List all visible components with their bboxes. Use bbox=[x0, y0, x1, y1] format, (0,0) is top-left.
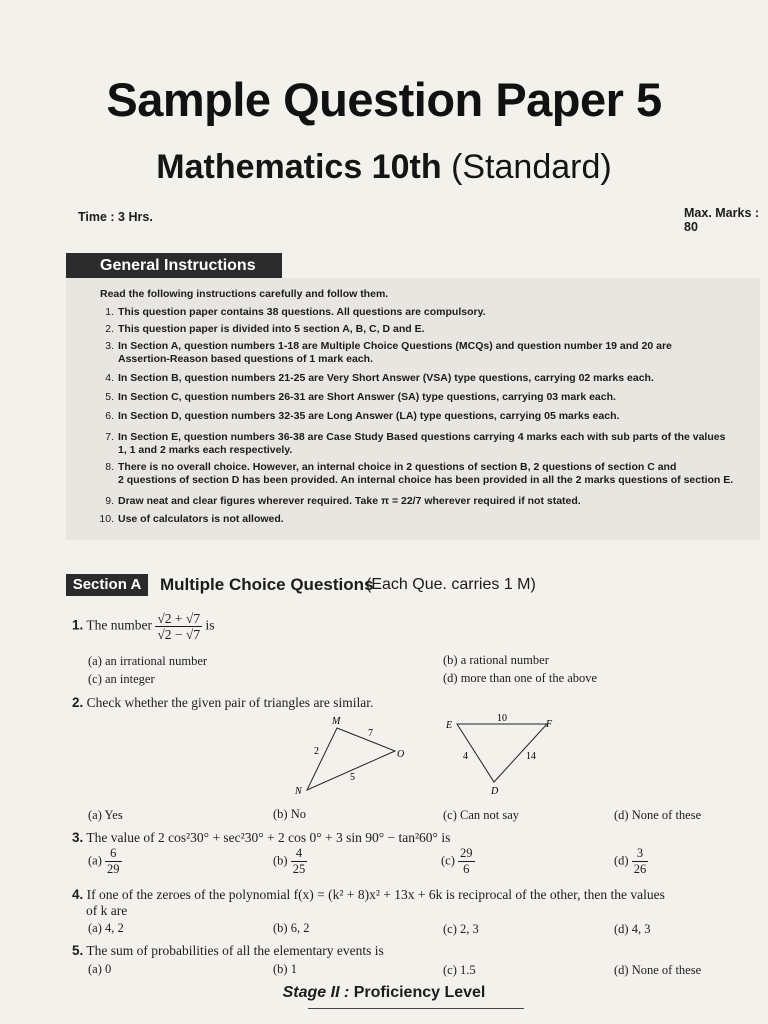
instructions-heading: General Instructions bbox=[66, 253, 282, 278]
vertex-o-label: O bbox=[397, 749, 405, 760]
vertex-f-label: F bbox=[546, 719, 553, 730]
q1-option-b: (b) a rational number bbox=[443, 653, 549, 667]
instruction-item: 9. Draw neat and clear figures wherever required. Take π = 22/7 wherever required if not stated. bbox=[105, 495, 581, 507]
side-mo-label: 7 bbox=[368, 728, 373, 739]
footer-level: Proficiency Level bbox=[353, 984, 486, 1001]
q4-option-b: (b) 6, 2 bbox=[273, 921, 310, 935]
q2-option-d: (d) None of these bbox=[614, 808, 702, 822]
q1-option-a: (a) an irrational number bbox=[88, 654, 208, 668]
question-3: 3. The value of 2 cos²30° + sec²30° + 2 cos 0° + 3 sin 90° − tan²60° is bbox=[72, 830, 451, 845]
side-ed-label: 4 bbox=[463, 751, 468, 762]
q3-option-c: (c) $\frac{29}{6}$ bbox=[441, 846, 473, 876]
q5-option-c: (c) 1.5 bbox=[443, 963, 476, 977]
q4-option-a: (a) 4, 2 bbox=[88, 921, 124, 935]
instruction-item: 8. There is no overall choice. However, an internal choice in 2 questions of section B, 2 questions of section C and 2 questions of section D has been provided. An internal choice has been provided in all the 2 marks questions of section E. bbox=[105, 461, 734, 486]
q3-option-a: (a) $\frac{6}{29}$ bbox=[88, 846, 120, 876]
side-mn-label: 2 bbox=[314, 746, 319, 757]
paper-title: Sample Question Paper 5 bbox=[106, 73, 662, 126]
triangle-efd bbox=[445, 713, 553, 797]
vertex-n-label: N bbox=[295, 786, 302, 797]
instruction-item: 1. This question paper contains 38 questions. All questions are compulsory. bbox=[105, 306, 486, 318]
max-marks: Max. Marks : 80 bbox=[684, 206, 760, 234]
vertex-d-label: D bbox=[491, 786, 499, 797]
triangle-mno bbox=[294, 716, 404, 797]
q2-option-a: (a) Yes bbox=[88, 808, 123, 822]
question-1: 1. The number $\frac{√2 + √7}{√2 - √7}$ is bbox=[72, 611, 215, 642]
q5-option-a: (a) 0 bbox=[88, 962, 112, 976]
instruction-item: 7. In Section E, question numbers 36-38 are Case Study Based questions carrying 4 marks each with sub parts of the values 1, 1 and 2 marks each respectively. bbox=[105, 431, 726, 456]
side-fd-label: 14 bbox=[526, 751, 536, 762]
subject-level: (Standard) bbox=[451, 148, 612, 186]
q2-option-c: (c) Can not say bbox=[443, 808, 520, 822]
vertex-m-label: M bbox=[332, 716, 341, 727]
instruction-item: 10. Use of calculators is not allowed. bbox=[99, 513, 284, 525]
question-5: 5. The sum of probabilities of all the elementary events is bbox=[72, 943, 384, 958]
page-footer bbox=[0, 984, 768, 1002]
q3-option-b: (b) $\frac{4}{25}$ bbox=[273, 846, 306, 876]
instruction-item: 2. This question paper is divided into 5 section A, B, C, D and E. bbox=[105, 323, 425, 335]
section-badge: Section A bbox=[66, 574, 148, 596]
paper-subtitle bbox=[0, 148, 768, 187]
footer-stage: Stage II : bbox=[282, 984, 350, 1001]
q1-option-d: (d) more than one of the above bbox=[443, 671, 598, 685]
q1-fraction: $\frac{√2 + √7}{√2 - √7}$ bbox=[157, 611, 201, 642]
instruction-item: 6. In Section D, question numbers 32-35 are Long Answer (LA) type questions, carrying 05 marks each. bbox=[105, 410, 620, 422]
side-no-label: 5 bbox=[350, 772, 355, 783]
instructions-intro: Read the following instructions carefully and follow them. bbox=[100, 288, 389, 300]
time-allowed: Time : 3 Hrs. bbox=[78, 210, 153, 224]
instruction-item: 3. In Section A, question numbers 1-18 are Multiple Choice Questions (MCQs) and question number 19 and 20 are Assertion-Reason based questions of 1 mark each. bbox=[105, 340, 672, 365]
q2-option-b: (b) No bbox=[273, 807, 306, 821]
q4-option-d: (d) 4, 3 bbox=[614, 922, 651, 936]
section-title: Multiple Choice Questions bbox=[160, 575, 374, 594]
subject-name: Mathematics 10th bbox=[156, 148, 442, 186]
side-ef-label: 10 bbox=[497, 713, 507, 724]
q3-option-d: (d) $\frac{3}{26}$ bbox=[614, 846, 647, 876]
footer-rule bbox=[308, 1008, 524, 1009]
q2-triangles-figure bbox=[280, 712, 580, 802]
section-marks-note: (Each Que. carries 1 M) bbox=[366, 576, 536, 593]
vertex-e-label: E bbox=[446, 720, 453, 731]
q4-option-c: (c) 2, 3 bbox=[443, 922, 479, 936]
question-4: 4. If one of the zeroes of the polynomial f(x) = (k² + 8)x² + 13x + 6k is reciprocal of the other, then the values of k are bbox=[72, 887, 665, 918]
instruction-item: 4. In Section B, question numbers 21-25 are Very Short Answer (VSA) type questions, carrying 02 marks each. bbox=[105, 372, 654, 384]
q1-option-c: (c) an integer bbox=[88, 672, 155, 686]
question-2: 2. Check whether the given pair of triangles are similar. bbox=[72, 695, 374, 710]
q5-option-b: (b) 1 bbox=[273, 962, 297, 976]
q5-option-d: (d) None of these bbox=[614, 963, 702, 977]
instruction-item: 5. In Section C, question numbers 26-31 are Short Answer (SA) type questions, carrying 03 mark each. bbox=[105, 391, 616, 403]
